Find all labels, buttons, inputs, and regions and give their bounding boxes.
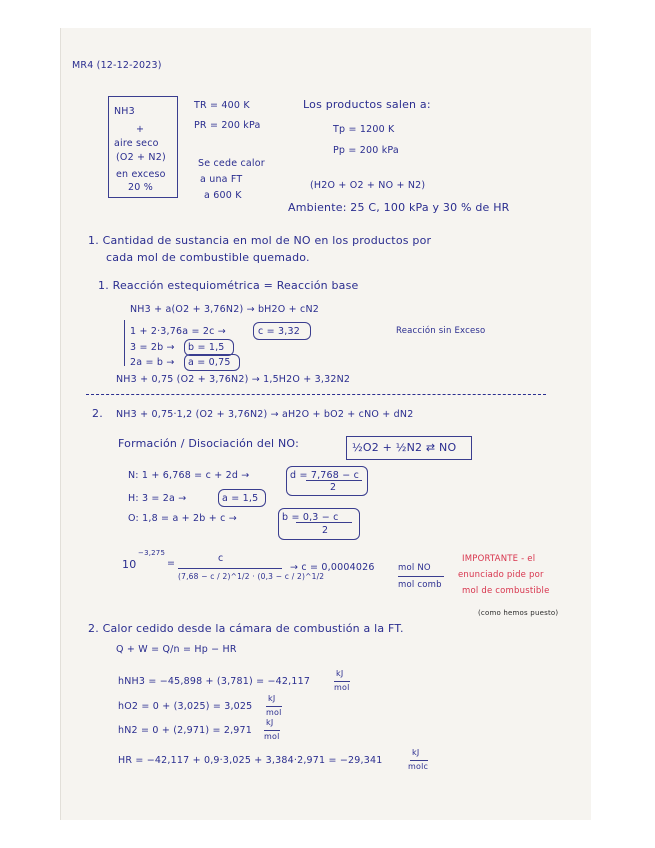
unit-nh3-mol: mol bbox=[334, 683, 350, 692]
subsection-1-1-title: 1. Reacción estequiométrica = Reacción base bbox=[98, 279, 359, 292]
h-balance: H: 3 = 2a → bbox=[128, 493, 187, 504]
balance-o-result: a = 0,75 bbox=[188, 357, 231, 368]
h-result: a = 1,5 bbox=[222, 493, 259, 504]
section-1-title-line-2: cada mol de combustible quemado. bbox=[106, 251, 310, 264]
balance-brace bbox=[124, 320, 125, 366]
products-species: (H2O + O2 + NO + N2) bbox=[310, 180, 426, 191]
enthalpy-nh3: hNH3 = −45,898 + (3,781) = −42,117 bbox=[118, 676, 311, 687]
balance-n-result: c = 3,32 bbox=[258, 326, 300, 337]
c-unit-bar bbox=[398, 576, 444, 577]
d-expression-denominator: 2 bbox=[330, 482, 337, 493]
ambient-conditions: Ambiente: 25 C, 100 kPa y 30 % de HR bbox=[288, 201, 510, 214]
equilibrium-fraction-bar bbox=[178, 568, 282, 569]
products-title: Los productos salen a: bbox=[303, 98, 431, 111]
b-expression-numerator: b = 0,3 − c bbox=[282, 512, 339, 523]
c-unit-numerator: mol NO bbox=[398, 563, 431, 573]
reactant-excess-pct: 20 % bbox=[128, 182, 153, 193]
products-temperature: Tp = 1200 K bbox=[333, 124, 395, 135]
section-2-title: 2. Calor cedido desde la cámara de combustión a la FT. bbox=[88, 622, 404, 635]
reactant-plus: + bbox=[136, 124, 145, 135]
b-expression-denominator: 2 bbox=[322, 525, 329, 536]
unit-hr-bar bbox=[410, 760, 428, 761]
balance-n: 1 + 2·3,76a = 2c → bbox=[130, 326, 226, 337]
page-title: MR4 (12-12-2023) bbox=[72, 60, 162, 71]
equation-stoichiometric: NH3 + 0,75 (O2 + 3,76N2) → 1,5H2O + 3,32N2 bbox=[116, 374, 351, 385]
section-1-title: 1. Cantidad de sustancia en mol de NO en los productos por bbox=[88, 234, 432, 247]
inlet-temperature: TR = 400 K bbox=[194, 100, 250, 111]
unit-o2-mol: mol bbox=[266, 708, 282, 717]
heat-equation: Q + W = Q/n = Hp − HR bbox=[116, 644, 237, 655]
reactant-nh3: NH3 bbox=[114, 106, 135, 117]
important-note-aside: (como hemos puesto) bbox=[478, 609, 559, 617]
unit-n2-kj: kJ bbox=[266, 718, 274, 727]
formation-label: Formación / Disociación del NO: bbox=[118, 437, 299, 450]
equilibrium-numerator: c bbox=[218, 553, 224, 564]
unit-hr-molc: molc bbox=[408, 762, 429, 771]
important-note-2: enunciado pide por bbox=[458, 570, 544, 580]
balance-h-result: b = 1,5 bbox=[188, 342, 225, 353]
o-balance: O: 1,8 = a + 2b + c → bbox=[128, 513, 237, 524]
unit-hr-kj: kJ bbox=[412, 748, 420, 757]
dashed-divider bbox=[86, 394, 546, 395]
products-pressure: Pp = 200 kPa bbox=[333, 145, 399, 156]
b-fraction-bar bbox=[296, 510, 352, 523]
unit-o2-kj: kJ bbox=[268, 694, 276, 703]
c-result: → c = 0,0004026 bbox=[290, 562, 375, 573]
reactant-excess: en exceso bbox=[116, 169, 166, 180]
equilibrium-equals: = bbox=[167, 558, 176, 569]
enthalpy-n2: hN2 = 0 + (2,971) = 2,971 bbox=[118, 725, 253, 736]
equilibrium-denominator: (7,68 − c / 2)^1/2 · (0,3 − c / 2)^1/2 bbox=[178, 572, 325, 581]
unit-o2-bar bbox=[266, 706, 282, 707]
equilibrium-exponent: −3,275 bbox=[138, 549, 166, 557]
heat-note-3: a 600 K bbox=[204, 190, 242, 201]
d-expression-numerator: d = 7,768 − c bbox=[290, 470, 360, 481]
heat-note-1: Se cede calor bbox=[198, 158, 265, 169]
equilibrium-base: 10 bbox=[122, 558, 137, 571]
enthalpy-reactants: HR = −42,117 + 0,9·3,025 + 3,384·2,971 = −29,341 bbox=[118, 755, 383, 766]
important-note-1: IMPORTANTE - el bbox=[462, 554, 536, 564]
d-fraction-bar bbox=[306, 468, 362, 481]
balance-o: 2a = b → bbox=[130, 357, 175, 368]
enthalpy-o2: hO2 = 0 + (3,025) = 3,025 bbox=[118, 701, 253, 712]
heat-note-2: a una FT bbox=[200, 174, 243, 185]
formation-equation: ½O2 + ½N2 ⇄ NO bbox=[352, 441, 457, 454]
unit-n2-mol: mol bbox=[264, 732, 280, 741]
unit-nh3-kj: kJ bbox=[336, 669, 344, 678]
equation-base: NH3 + a(O2 + 3,76N2) → bH2O + cN2 bbox=[130, 304, 320, 315]
equation-excess-air: NH3 + 0,75·1,2 (O2 + 3,76N2) → aH2O + bO2 + cNO + dN2 bbox=[116, 409, 414, 420]
subsection-2-number: 2. bbox=[92, 407, 103, 420]
reactant-air: aire seco bbox=[114, 138, 159, 149]
important-note-3: mol de combustible bbox=[462, 586, 550, 596]
n-balance: N: 1 + 6,768 = c + 2d → bbox=[128, 470, 250, 481]
unit-n2-bar bbox=[264, 730, 280, 731]
inlet-pressure: PR = 200 kPa bbox=[194, 120, 261, 131]
unit-nh3-bar bbox=[334, 681, 350, 682]
c-unit-denominator: mol comb bbox=[398, 580, 442, 590]
no-excess-label: Reacción sin Exceso bbox=[396, 326, 486, 336]
reactant-air-composition: (O2 + N2) bbox=[116, 152, 166, 163]
balance-h: 3 = 2b → bbox=[130, 342, 175, 353]
